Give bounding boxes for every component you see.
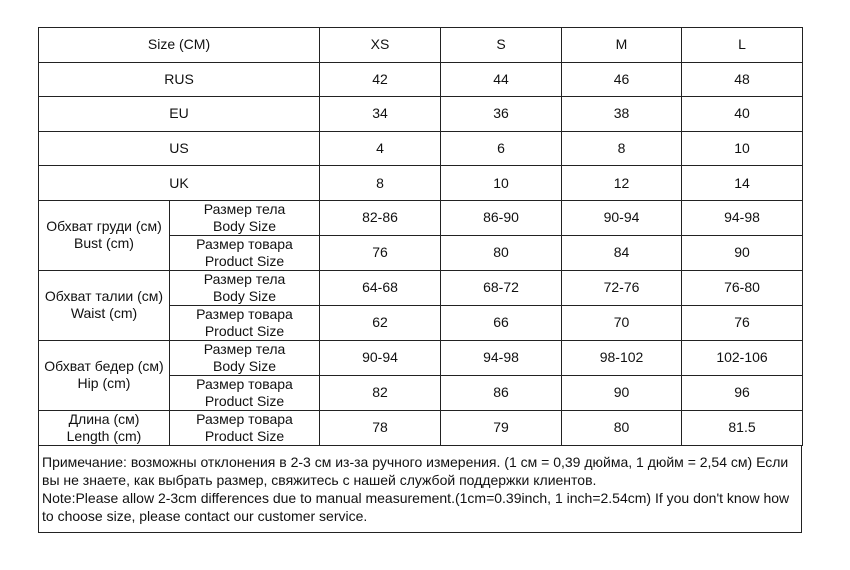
table-cell: 10: [682, 131, 803, 166]
size-table: [38, 27, 803, 446]
table-cell: 98-102: [562, 340, 682, 375]
table-cell: 72-76: [562, 270, 682, 305]
note-russian: Примечание: возможны отклонения в 2-3 см из-за ручного измерения. (1 см = 0,39 дюйма, 1 дюйм = 2,54 см) Если вы не знаете, как выбрать размер, свяжитесь с нашей службой поддержки клиентов.: [42, 453, 789, 488]
size-header-label: Size (CM): [39, 28, 320, 63]
table-cell: 102-106: [682, 340, 803, 375]
table-cell: 82: [320, 375, 441, 410]
sub-label-body-size: Размер тела Body Size: [170, 270, 320, 305]
table-cell: 76: [682, 305, 803, 340]
table-cell: 42: [320, 62, 441, 97]
table-cell: 68-72: [441, 270, 562, 305]
table-cell: 94-98: [682, 200, 803, 235]
measure-label-hip: Обхват бедер (см) Hip (cm): [39, 340, 170, 410]
measure-label-bust: Обхват груди (см) Bust (cm): [39, 200, 170, 270]
table-cell: 90-94: [562, 200, 682, 235]
measurement-note: [38, 446, 802, 533]
size-header-s: S: [441, 28, 562, 63]
table-cell: 64-68: [320, 270, 441, 305]
table-cell: 80: [562, 410, 682, 445]
size-header-m: M: [562, 28, 682, 63]
sub-label-product-size: Размер товара Product Size: [170, 375, 320, 410]
table-row-waist-body: [39, 270, 803, 305]
table-row-us: [39, 131, 803, 166]
table-cell: 8: [320, 166, 441, 201]
table-cell: 40: [682, 97, 803, 132]
table-cell: 84: [562, 235, 682, 270]
table-cell: 44: [441, 62, 562, 97]
sub-label-body-size: Размер тела Body Size: [170, 340, 320, 375]
table-row-length: [39, 410, 803, 445]
table-cell: 86: [441, 375, 562, 410]
table-cell: 38: [562, 97, 682, 132]
table-cell: 90: [682, 235, 803, 270]
row-label: US: [39, 131, 320, 166]
sub-label-body-size: Размер тела Body Size: [170, 200, 320, 235]
table-cell: 82-86: [320, 200, 441, 235]
sub-label-product-size: Размер товара Product Size: [170, 235, 320, 270]
table-row-bust-body: [39, 200, 803, 235]
table-cell: 86-90: [441, 200, 562, 235]
measure-label-waist: Обхват талии (см) Waist (cm): [39, 270, 170, 340]
table-cell: 90: [562, 375, 682, 410]
sub-label-product-size: Размер товара Product Size: [170, 305, 320, 340]
row-label: EU: [39, 97, 320, 132]
table-cell: 90-94: [320, 340, 441, 375]
table-cell: 94-98: [441, 340, 562, 375]
table-cell: 14: [682, 166, 803, 201]
table-cell: 78: [320, 410, 441, 445]
table-cell: 46: [562, 62, 682, 97]
table-cell: 70: [562, 305, 682, 340]
sub-label-product-size: Размер товара Product Size: [170, 410, 320, 445]
table-cell: 8: [562, 131, 682, 166]
table-row-eu: [39, 97, 803, 132]
table-cell: 76: [320, 235, 441, 270]
size-header-l: L: [682, 28, 803, 63]
table-cell: 81.5: [682, 410, 803, 445]
measure-label-length: Длина (см) Length (cm): [39, 410, 170, 445]
table-row-hip-body: [39, 340, 803, 375]
table-cell: 79: [441, 410, 562, 445]
table-cell: 48: [682, 62, 803, 97]
table-row-uk: [39, 166, 803, 201]
table-cell: 76-80: [682, 270, 803, 305]
table-cell: 96: [682, 375, 803, 410]
table-cell: 62: [320, 305, 441, 340]
table-cell: 66: [441, 305, 562, 340]
table-cell: 10: [441, 166, 562, 201]
table-cell: 36: [441, 97, 562, 132]
table-cell: 6: [441, 131, 562, 166]
table-cell: 34: [320, 97, 441, 132]
table-row-rus: [39, 62, 803, 97]
row-label: UK: [39, 166, 320, 201]
size-chart: [38, 27, 802, 533]
row-label: RUS: [39, 62, 320, 97]
header-row: [39, 28, 803, 63]
table-cell: 12: [562, 166, 682, 201]
table-cell: 4: [320, 131, 441, 166]
note-english: Note:Please allow 2-3cm differences due to manual measurement.(1cm=0.39inch, 1 inch=2.54cm) If you don't know how to choose size, please contact our customer service.: [42, 489, 790, 524]
table-cell: 80: [441, 235, 562, 270]
size-header-xs: XS: [320, 28, 441, 63]
